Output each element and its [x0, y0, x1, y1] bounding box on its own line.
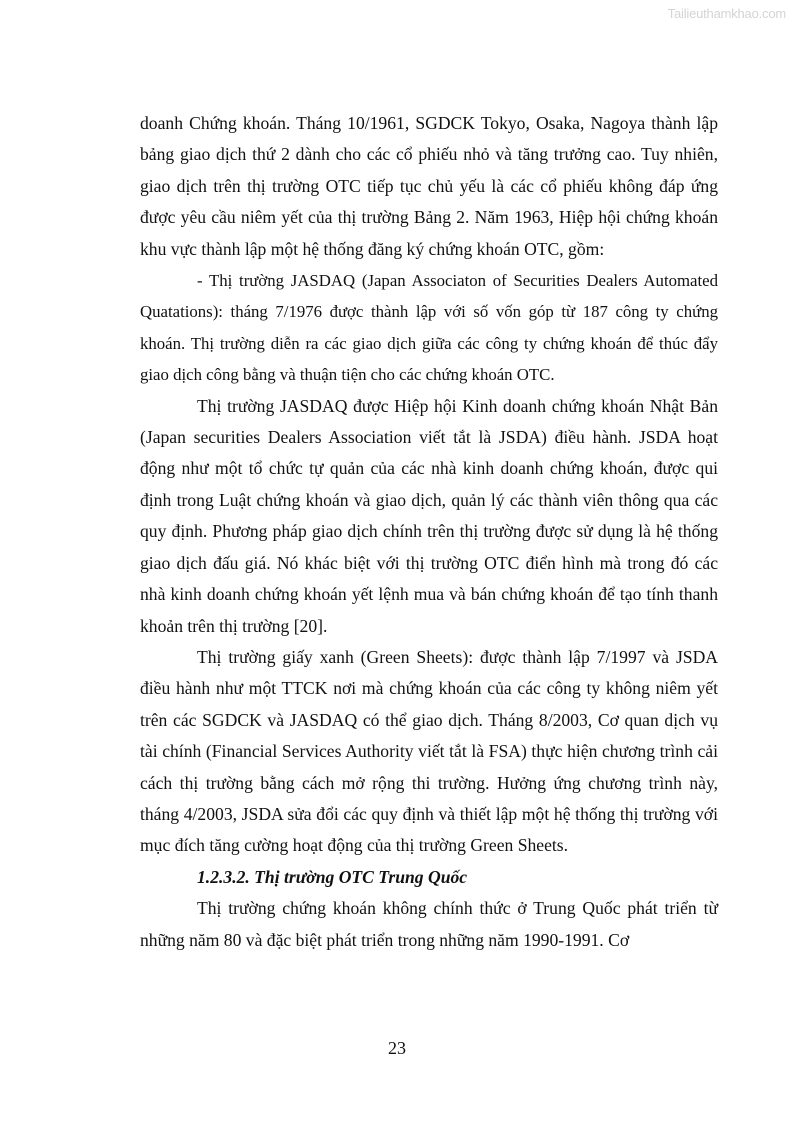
page-body: [140, 108, 718, 956]
paragraph-continuation: doanh Chứng khoán. Tháng 10/1961, SGDCK Tokyo, Osaka, Nagoya thành lập bảng giao dịch thứ 2 dành cho các cổ phiếu nhỏ và tăng trưởng cao. Tuy nhiên, giao dịch trên thị trường OTC tiếp tục chủ yếu là các cổ phiếu không đáp ứng được yêu cầu niêm yết của thị trường Bảng 2. Năm 1963, Hiệp hội chứng khoán khu vực thành lập một hệ thống đăng ký chứng khoán OTC, gồm:: [140, 113, 718, 259]
page-number: 23: [388, 1038, 406, 1058]
paragraph-jasdaq-jsda: Thị trường JASDAQ được Hiệp hội Kinh doanh chứng khoán Nhật Bản (Japan securities Dealers Association viết tắt là JSDA) điều hành. JSDA hoạt động như một tổ chức tự quản của các nhà kinh doanh chứng khoán, được qui định trong Luật chứng khoán và giao dịch, quản lý các thành viên thông qua các quy định. Phương pháp giao dịch chính trên thị trường được sử dụng là hệ thống giao dịch đấu giá. Nó khác biệt với thị trường OTC điển hình mà trong đó các nhà kinh doanh chứng khoán yết lệnh mua và bán chứng khoán để tạo tính thanh khoản trên thị trường [20].: [140, 395, 718, 636]
watermark: Tailieuthamkhao.com: [667, 6, 786, 21]
paragraph-bullet-jasdaq: - Thị trường JASDAQ (Japan Associaton of Securities Dealers Automated Quatations): tháng 7/1976 được thành lập với số vốn góp từ 187 công ty chứng khoán. Thị trường diễn ra các giao dịch giữa các công ty chứng khoán để thúc đẩy giao dịch công bằng và thuận tiện cho các chứng khoán OTC.: [140, 271, 718, 385]
section-heading: 1.2.3.2. Thị trường OTC Trung Quốc: [197, 866, 468, 887]
paragraph-green-sheets: Thị trường giấy xanh (Green Sheets): được thành lập 7/1997 và JSDA điều hành như một TTCK nơi mà chứng khoán của các công ty không niêm yết trên các SGDCK và JASDAQ có thể giao dịch. Tháng 8/2003, Cơ quan dịch vụ tài chính (Financial Services Authority viết tắt là FSA) thực hiện chương trình cải cách thị trường bằng cách mở rộng thi trường. Hưởng ứng chương trình này, tháng 4/2003, JSDA sửa đổi các quy định và thiết lập một hệ thống thị trường với mục đích tăng cường hoạt động của thị trường Green Sheets.: [140, 646, 718, 856]
paragraph-china-otc: Thị trường chứng khoán không chính thức ở Trung Quốc phát triển từ những năm 80 và đặc biệt phát triển trong những năm 1990-1991. Cơ: [140, 898, 718, 950]
